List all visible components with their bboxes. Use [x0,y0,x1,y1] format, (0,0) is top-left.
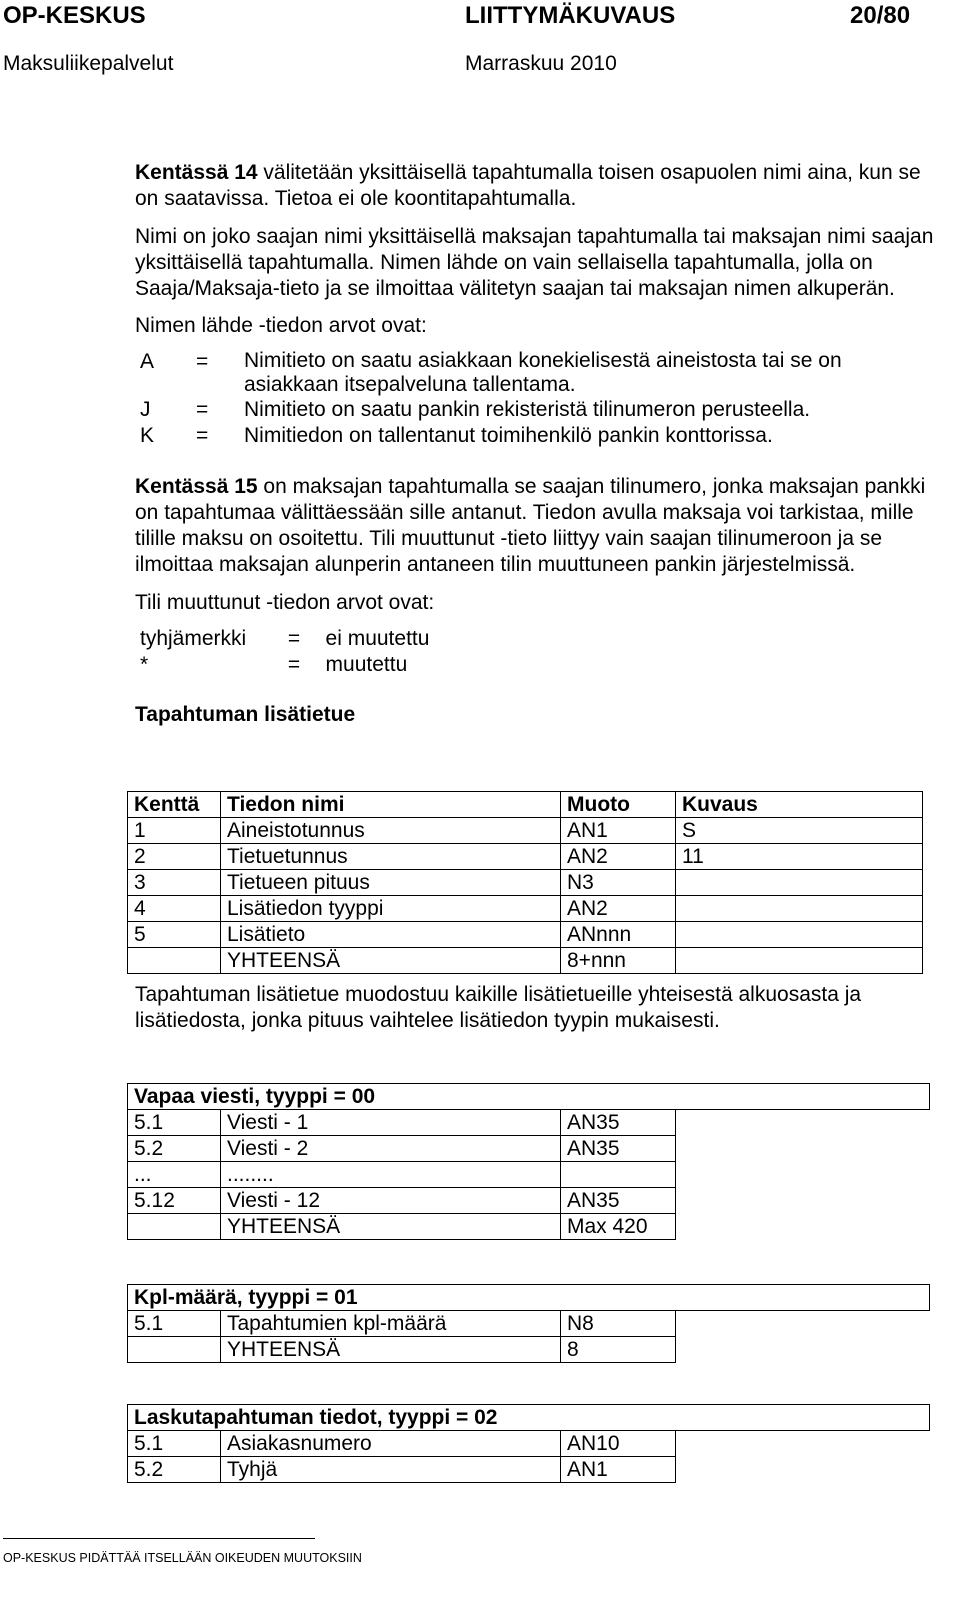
cell [128,1214,221,1240]
cell: AN35 [561,1110,676,1136]
cell: Tapahtumien kpl-määrä [221,1311,561,1337]
def-key: A [140,350,155,373]
field14-label: Kentässä 14 [135,161,258,184]
def-value: Nimitiedon on tallentanut toimihenkilö pankin konttorissa. [244,424,773,447]
column-header: Kuvaus [676,792,923,818]
cell [676,870,923,896]
cell: Viesti - 2 [221,1136,561,1162]
cell [676,1188,930,1214]
table-row [128,896,923,922]
header-subtitle: Maksuliikepalvelut [3,52,174,75]
definition-row [140,626,935,652]
cell: 4 [128,896,221,922]
table-row [128,1188,930,1214]
definition-row [140,423,935,449]
cell: 5.1 [128,1110,221,1136]
cell: Aineistotunnus [221,818,561,844]
cell [128,948,221,974]
table-total-row [128,1337,930,1363]
table-row [128,1136,930,1162]
table-row [128,870,923,896]
section-heading [135,702,935,728]
cell [128,1337,221,1363]
def-value: Nimitieto on saatu pankin rekisteristä tilinumeron perusteella. [244,398,811,421]
def-key: * [140,653,149,676]
definition-row [140,397,935,423]
table-row [128,844,923,870]
def-key: J [140,398,151,421]
definition-row [140,349,935,397]
footer-divider [3,1538,315,1539]
cell [676,1214,930,1240]
cell: 11 [676,844,923,870]
footer-notice: OP-KESKUS PIDÄTTÄÄ ITSELLÄÄN OIKEUDEN MUUTOKSIIN [3,1551,362,1565]
def-equals: = [287,653,301,676]
company-name: OP-KESKUS [3,2,146,29]
lisatietue-table [127,791,923,974]
cell [676,1162,930,1188]
lisatietue-heading: Tapahtuman lisätietue [135,703,356,726]
cell: N8 [561,1311,676,1337]
column-header: Kenttä [128,792,221,818]
section14-paragraph2: Nimi on joko saajan nimi yksittäisellä maksajan tapahtumalla tai maksajan nimi saajan yksittäisellä tapahtumalla. Nimen lähde on vain sellaisella tapahtumalla, jolla on Saaja/Maksaja-tieto ja se ilmoittaa välitetyn saajan tai maksajan nimen alkuperän. [135,225,934,300]
kpl-maara-table [127,1284,930,1363]
cell [676,1311,930,1337]
lisatietue-description: Tapahtuman lisätietue muodostuu kaikille lisätietueille yhteisestä alkuosasta ja lisätiedosta, jonka pituus vaihtelee lisätiedon tyypin mukaisesti. [135,983,862,1032]
cell [676,896,923,922]
table-title: Kpl-määrä, tyyppi = 01 [128,1285,930,1311]
def-key: tyhjämerkki [140,627,247,650]
cell: N3 [561,870,676,896]
cell: 8+nnn [561,948,676,974]
table-title: Laskutapahtuman tiedot, tyyppi = 02 [128,1405,930,1431]
table-row [128,1311,930,1337]
cell: AN1 [561,818,676,844]
cell: 8 [561,1337,676,1363]
def-equals: = [196,424,209,447]
definition-row [140,652,935,678]
cell [676,1110,930,1136]
cell [561,1162,676,1188]
cell: Asiakasnumero [221,1431,561,1457]
field15-label: Kentässä 15 [135,475,258,498]
cell: S [676,818,923,844]
name-source-definitions [140,349,935,449]
laskutapahtuman-table [127,1404,930,1483]
table-total-row [128,1214,930,1240]
table-total-row [128,948,923,974]
cell: AN35 [561,1188,676,1214]
header-date: Marraskuu 2010 [465,52,617,75]
def-value: Nimitieto on saatu asiakkaan konekielisestä aineistosta tai se on asiakkaan itsepalveluna tallentama. [244,349,842,396]
cell: 5 [128,922,221,948]
section15-paragraph1 [135,474,935,578]
cell: 5.2 [128,1136,221,1162]
cell [676,1457,930,1483]
section14-paragraph1 [135,160,935,212]
cell: Lisätieto [221,922,561,948]
cell: AN2 [561,844,676,870]
cell: YHTEENSÄ [221,1337,561,1363]
cell [676,948,923,974]
cell [676,1337,930,1363]
cell: 5.1 [128,1311,221,1337]
table-title-row [128,1405,930,1431]
cell: AN10 [561,1431,676,1457]
cell: YHTEENSÄ [221,948,561,974]
cell [676,1431,930,1457]
def-equals: = [196,398,209,421]
table-row [128,922,923,948]
cell: 3 [128,870,221,896]
table-header-row [128,792,923,818]
cell [676,922,923,948]
cell: 2 [128,844,221,870]
def-key: K [140,424,155,447]
cell: Tietueen pituus [221,870,561,896]
cell: AN1 [561,1457,676,1483]
table-row [128,1162,930,1188]
table-title-row [128,1285,930,1311]
section15-p1-text: on maksajan tapahtumalla se saajan tilinumero, jonka maksajan pankki on tapahtumaa välittäessään sille antanut. Tiedon avulla maksaja voi tarkistaa, mille tilille maksu on osoitettu. Tili muuttunut -tieto liittyy vain saajan tilinumeroon ja se ilmoittaa maksajan alunperin antaneen tilin muuttuneen pankin järjestelmissä. [135,475,926,576]
page-number: 20/80 [850,2,911,29]
vapaa-viesti-table [127,1083,930,1240]
table-title-row [128,1084,930,1110]
table-row [128,818,923,844]
column-header: Muoto [561,792,676,818]
cell: ... [128,1162,221,1188]
cell: YHTEENSÄ [221,1214,561,1240]
table-title: Vapaa viesti, tyyppi = 00 [128,1084,930,1110]
def-value: muutettu [325,653,408,676]
section14-paragraph3: Nimen lähde -tiedon arvot ovat: [135,314,427,337]
cell: 1 [128,818,221,844]
def-value: ei muutettu [325,627,430,650]
account-changed-definitions [140,626,935,678]
table-row [128,1457,930,1483]
cell: 5.2 [128,1457,221,1483]
cell [676,1136,930,1162]
def-equals: = [287,627,301,650]
cell: 5.12 [128,1188,221,1214]
cell: Viesti - 12 [221,1188,561,1214]
cell: Max 420 [561,1214,676,1240]
cell: Tyhjä [221,1457,561,1483]
table-row [128,1110,930,1136]
section15-paragraph2: Tili muuttunut -tiedon arvot ovat: [135,591,435,614]
page-header [0,0,960,90]
cell: Lisätiedon tyyppi [221,896,561,922]
cell: Tietuetunnus [221,844,561,870]
section14-p1-text: välitetään yksittäisellä tapahtumalla toisen osapuolen nimi aina, kun se on saatavissa. Tietoa ei ole koontitapahtumalla. [135,161,921,210]
table-row [128,1431,930,1457]
cell: ANnnn [561,922,676,948]
column-header: Tiedon nimi [221,792,561,818]
def-equals: = [196,350,209,373]
doc-title: LIITTYMÄKUVAUS [465,2,676,29]
body-content [135,160,935,728]
cell: Viesti - 1 [221,1110,561,1136]
cell: ........ [221,1162,561,1188]
cell: AN35 [561,1136,676,1162]
cell: AN2 [561,896,676,922]
cell: 5.1 [128,1431,221,1457]
